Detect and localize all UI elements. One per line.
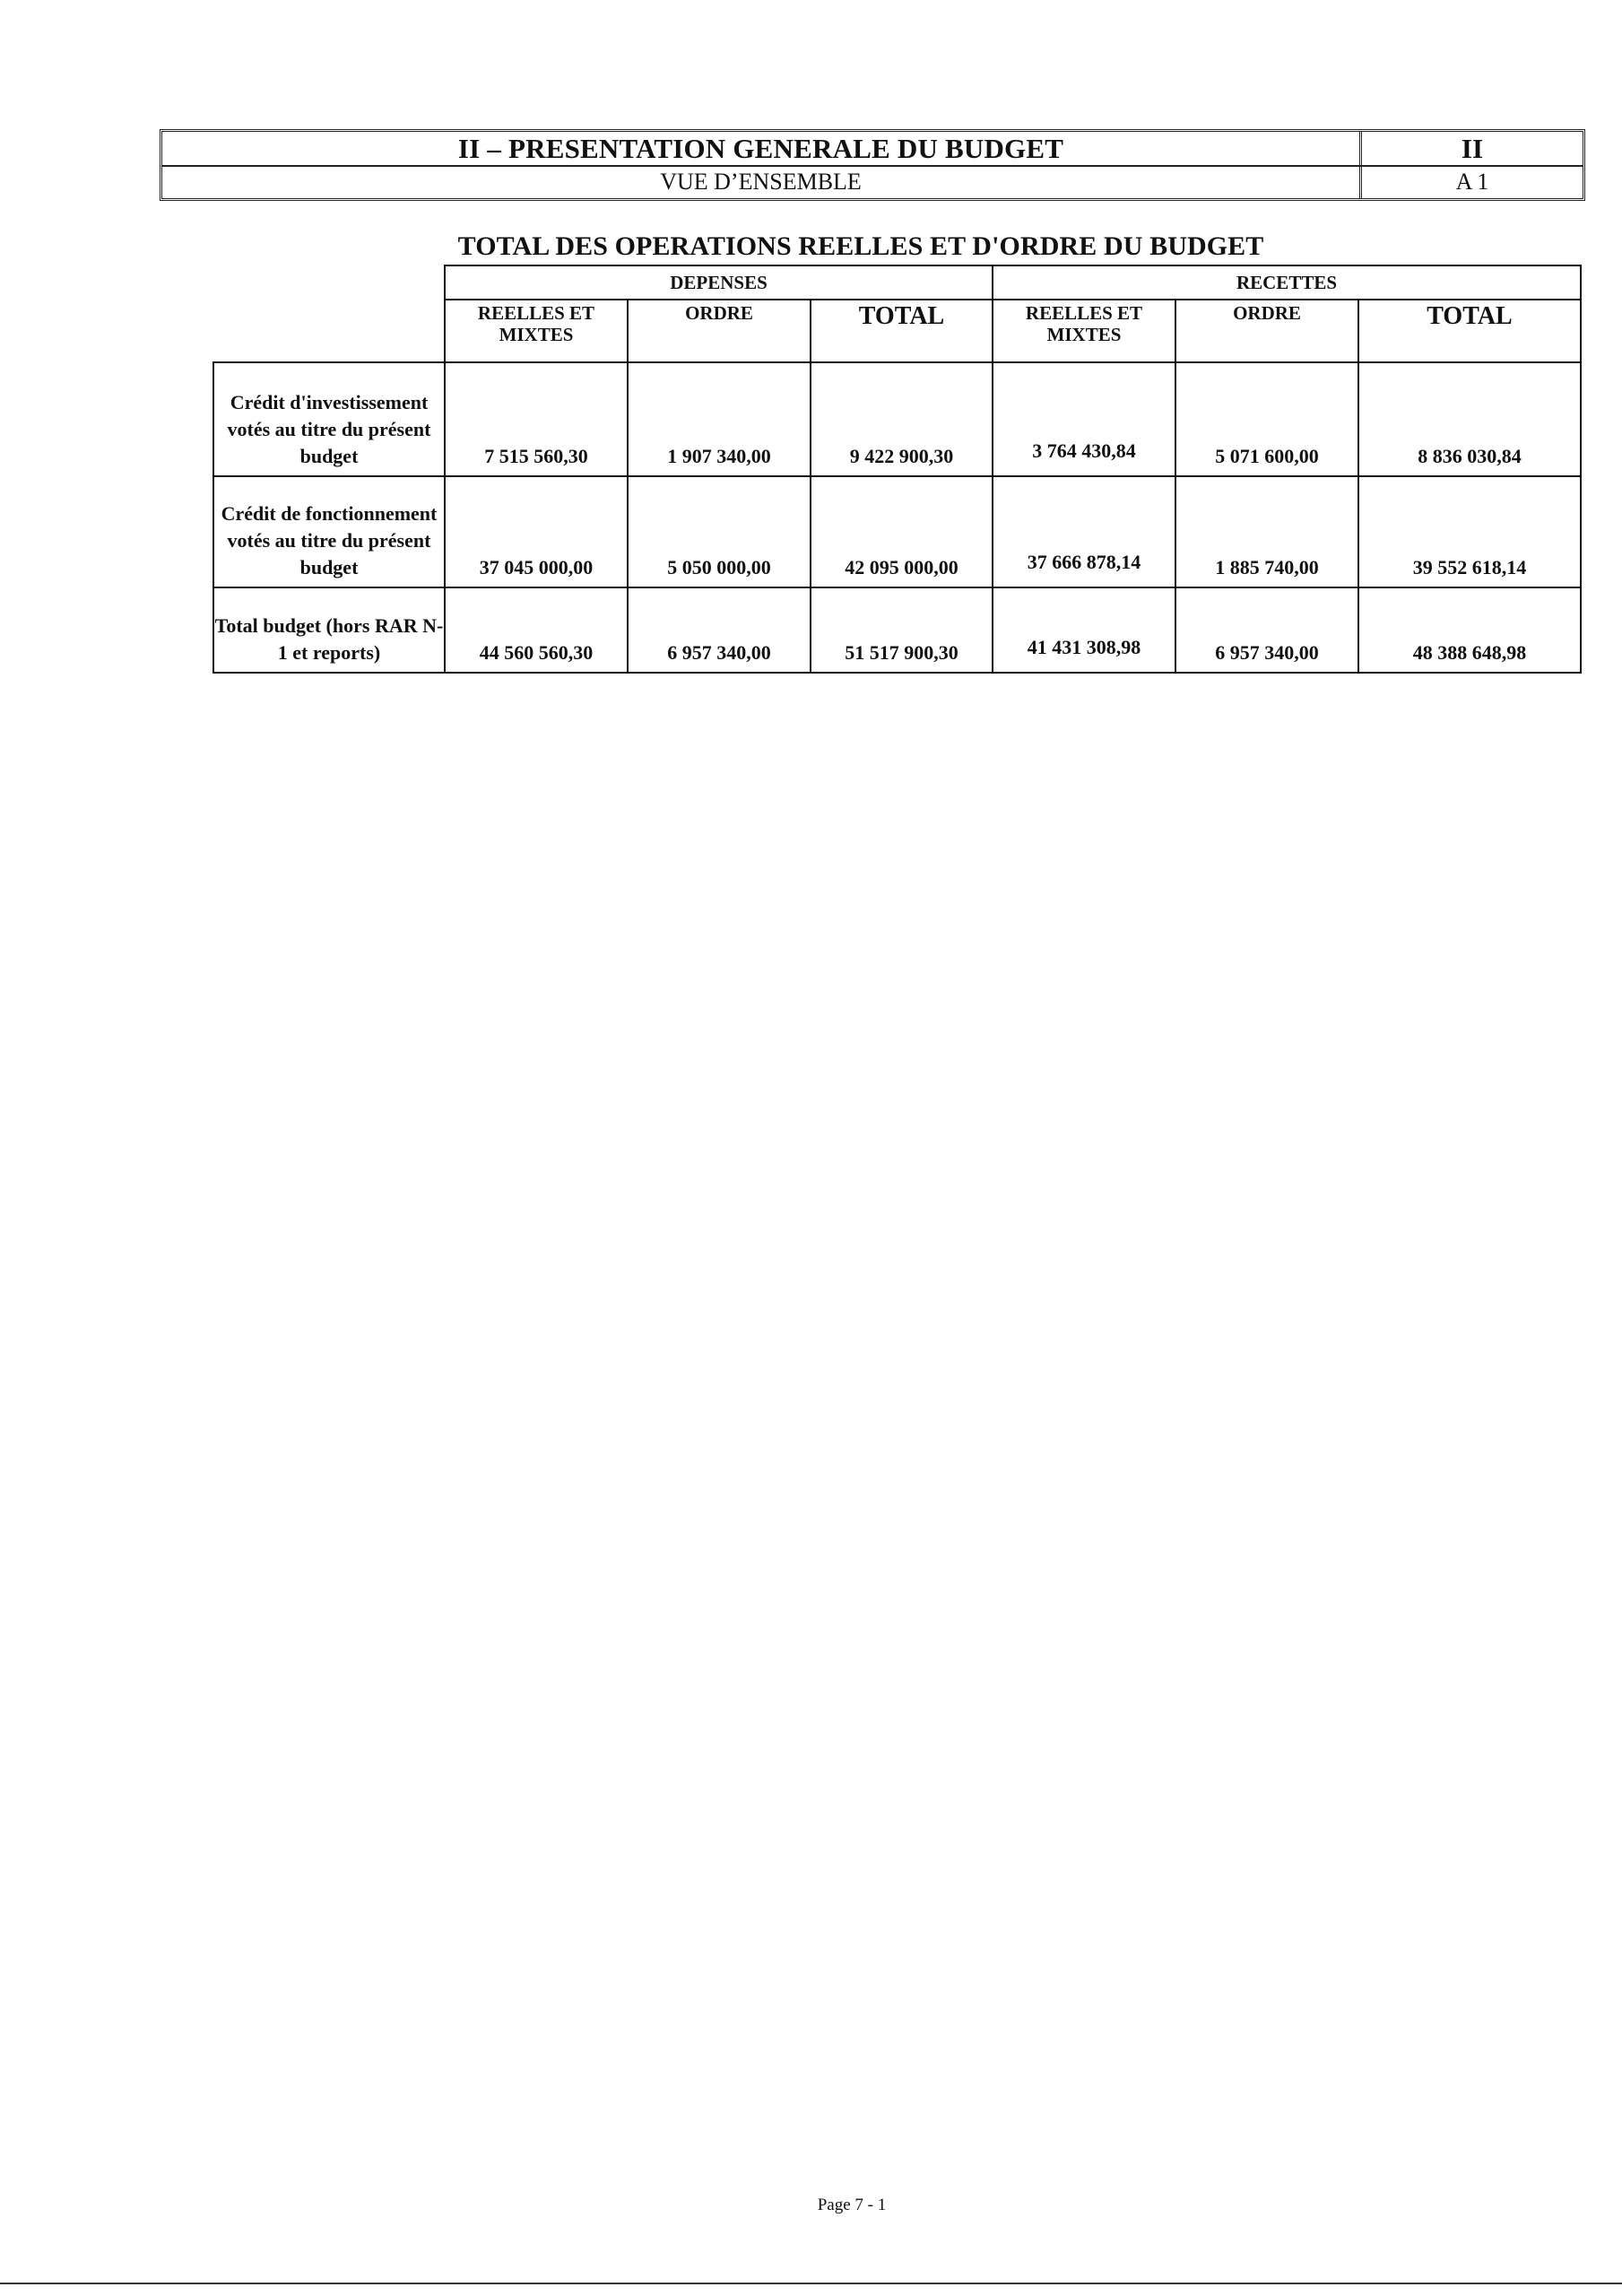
cell-dep-total: 42 095 000,00 [811,476,993,587]
table-title: TOTAL DES OPERATIONS REELLES ET D'ORDRE DU BUDGET [457,231,1264,261]
cell-dep-ordre: 1 907 340,00 [628,362,811,476]
cell-dep-total: 9 422 900,30 [811,362,993,476]
col-dep-total: TOTAL [811,300,993,362]
col-rec-total: TOTAL [1358,300,1581,362]
section-code: II [1461,132,1484,164]
cell-dep-ordre: 6 957 340,00 [628,587,811,673]
cell-rec-ordre: 1 885 740,00 [1175,476,1358,587]
col-dep-ordre: ORDRE [628,300,811,362]
corner-blank [213,265,445,362]
cell-dep-total: 51 517 900,30 [811,587,993,673]
col-rec-ordre: ORDRE [1175,300,1358,362]
cell-dep-reelles: 37 045 000,00 [445,476,628,587]
col-dep-reelles: REELLES ET MIXTES [445,300,628,362]
section-title: II – PRESENTATION GENERALE DU BUDGET [457,132,1064,164]
section-header [160,129,1585,201]
cell-dep-ordre: 5 050 000,00 [628,476,811,587]
budget-table [213,265,1582,674]
page-number: Page 7 - 1 [817,2196,887,2214]
bottom-rule [0,2283,1622,2284]
cell-rec-total: 48 388 648,98 [1358,587,1581,673]
group-recettes: RECETTES [993,265,1581,300]
section-subtitle: VUE D’ENSEMBLE [660,169,862,195]
section-subcode: A 1 [1455,169,1489,195]
cell-rec-ordre: 6 957 340,00 [1175,587,1358,673]
cell-rec-reelles: 37 666 878,14 [993,476,1175,587]
group-depenses: DEPENSES [445,265,993,300]
table-row [213,476,1581,587]
cell-dep-reelles: 7 515 560,30 [445,362,628,476]
cell-rec-reelles: 41 431 308,98 [993,587,1175,673]
row-label: Crédit d'investissement votés au titre du présent budget [213,362,445,476]
col-rec-reelles: REELLES ET MIXTES [993,300,1175,362]
table-row [213,362,1581,476]
cell-rec-reelles: 3 764 430,84 [993,362,1175,476]
cell-rec-total: 39 552 618,14 [1358,476,1581,587]
row-label: Crédit de fonctionnement votés au titre du présent budget [213,476,445,587]
row-label: Total budget (hors RAR N-1 et reports) [213,587,445,673]
cell-rec-ordre: 5 071 600,00 [1175,362,1358,476]
cell-dep-reelles: 44 560 560,30 [445,587,628,673]
cell-rec-total: 8 836 030,84 [1358,362,1581,476]
table-row [213,587,1581,673]
